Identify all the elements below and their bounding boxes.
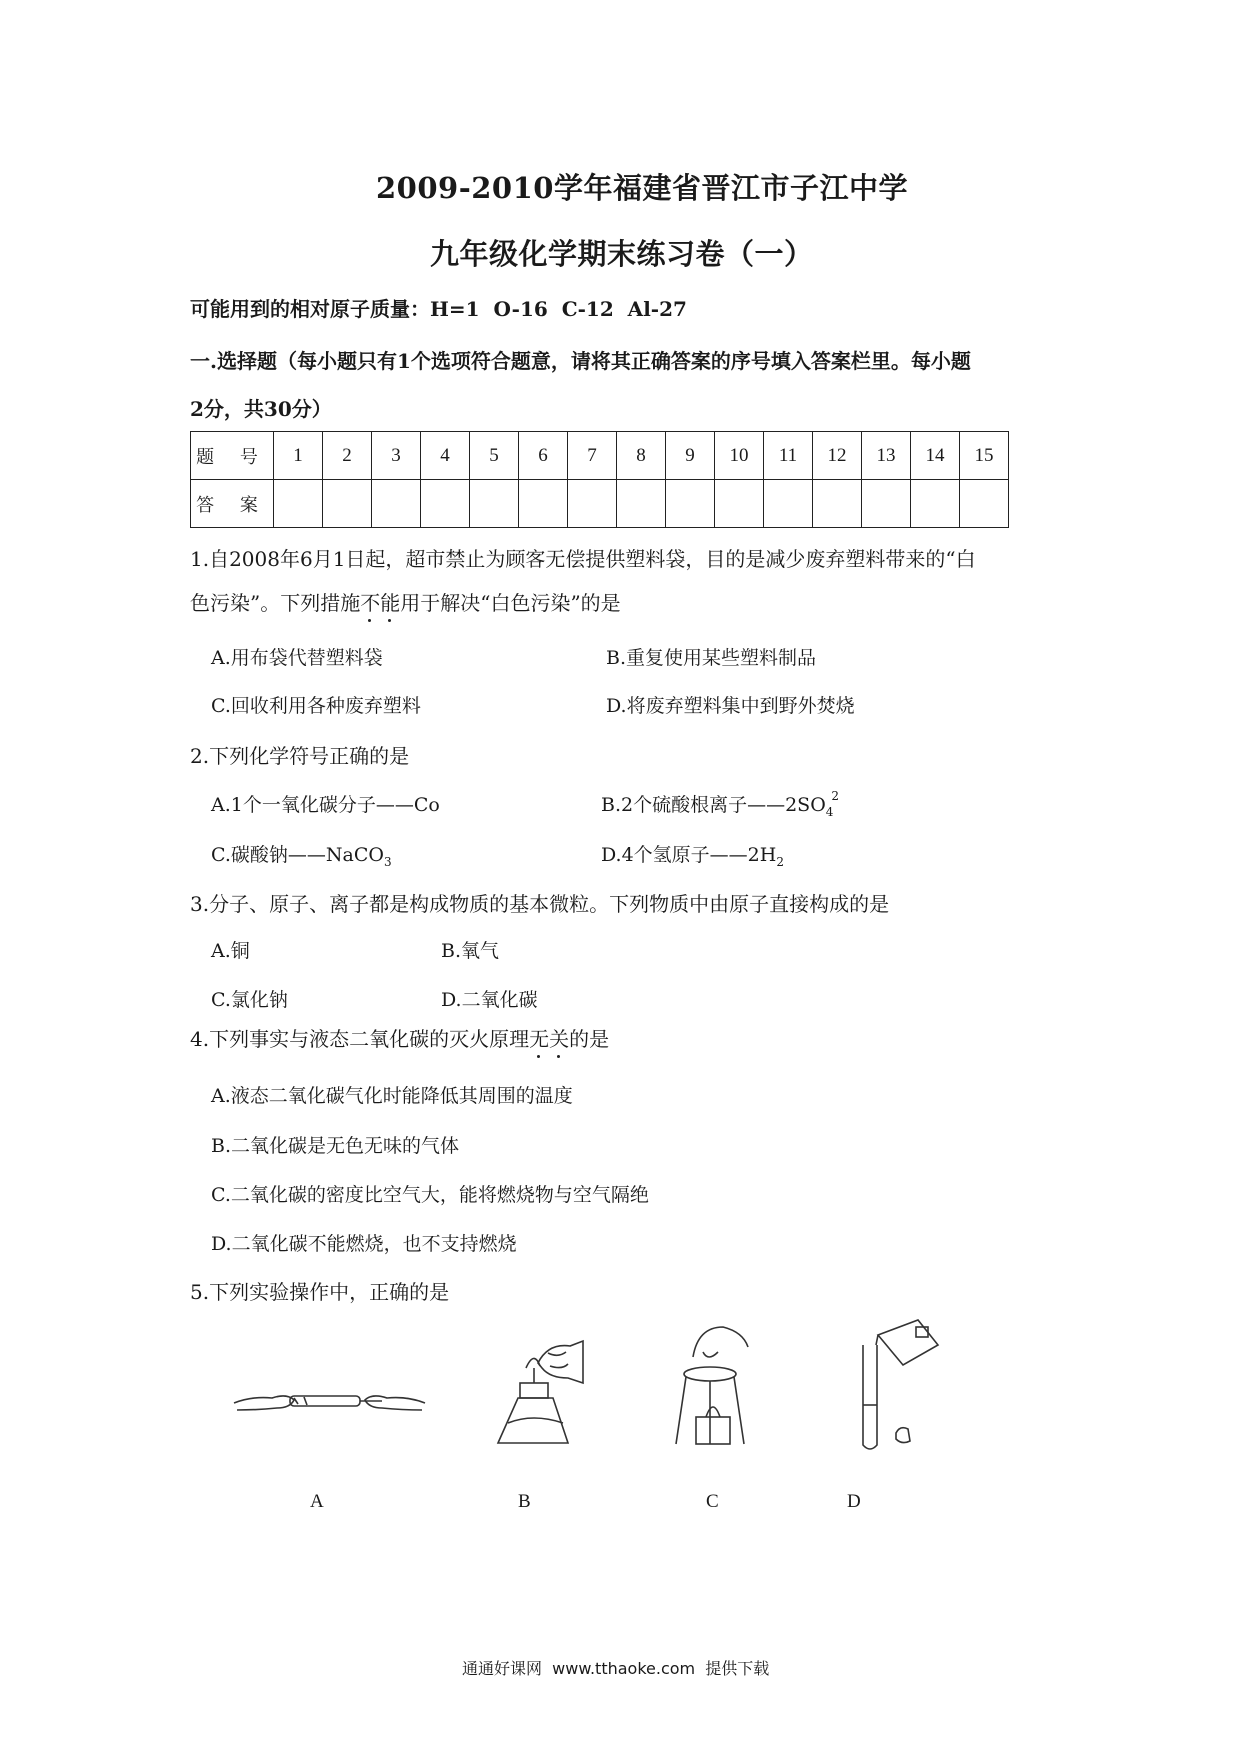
q4-option-a: A.液态二氧化碳气化时能降低其周围的温度 [211, 1085, 573, 1107]
question-number: 12 [813, 432, 862, 480]
q3-option-c: C.氯化钠 [211, 989, 288, 1011]
question-number: 5 [470, 432, 519, 480]
answer-table [190, 431, 1009, 528]
section-heading-cont: 2分，共30分） [190, 397, 332, 421]
emphasis-word: 不能 [360, 591, 401, 615]
question-number: 10 [715, 432, 764, 480]
emphasis-text [529, 1027, 569, 1051]
q1-option-d: D.将废弃塑料集中到野外焚烧 [606, 695, 855, 717]
stem-text: 用于解决“白色污染”的是 [400, 591, 621, 615]
answer-cell[interactable] [372, 480, 421, 528]
question-number: 9 [666, 432, 715, 480]
question-3-stem: 3.分子、原子、离子都是构成物质的基本微粒。下列物质中由原子直接构成的是 [190, 892, 890, 916]
atomic-masses: 可能用到的相对原子质量：H=1 O-16 C-12 Al-27 [190, 297, 687, 321]
question-number: 4 [421, 432, 470, 480]
question-number: 1 [274, 432, 323, 480]
figure-c-tripod-heating-illustration [668, 1322, 758, 1447]
subscript: 3 [383, 854, 392, 869]
question-number-row [191, 432, 1009, 480]
q3-option-a: A.铜 [211, 940, 250, 962]
subscript: 4 [825, 804, 834, 819]
q2-option-c [211, 840, 392, 869]
row-label-number: 题 号 [191, 432, 274, 480]
q1-option-b: B.重复使用某些塑料制品 [606, 647, 817, 669]
q3-option-d: D.二氧化碳 [441, 989, 538, 1011]
answer-cell[interactable] [666, 480, 715, 528]
figure-b-alcohol-lamp-illustration [478, 1338, 588, 1448]
figure-label-b: B [518, 1491, 531, 1512]
question-5-stem: 5.下列实验操作中，正确的是 [190, 1280, 450, 1304]
answer-cell[interactable] [813, 480, 862, 528]
question-number: 3 [372, 432, 421, 480]
answer-cell[interactable] [421, 480, 470, 528]
answer-cell[interactable] [617, 480, 666, 528]
answer-cell[interactable] [764, 480, 813, 528]
row-label-answer: 答 案 [191, 480, 274, 528]
option-text: B.2个硫酸根离子——2SO [601, 794, 826, 816]
question-4-stem [190, 1023, 609, 1052]
question-number: 8 [617, 432, 666, 480]
question-number: 2 [323, 432, 372, 480]
q4-option-c: C.二氧化碳的密度比空气大，能将燃烧物与空气隔绝 [211, 1184, 649, 1206]
section-heading: 一.选择题（每小题只有1个选项符合题意，请将其正确答案的序号填入答案栏里。每小题 [190, 349, 971, 373]
figure-a-test-tube-illustration [232, 1368, 427, 1428]
answer-cell[interactable] [960, 480, 1009, 528]
question-number: 13 [862, 432, 911, 480]
q2-option-b [601, 790, 841, 819]
page-title: 2009-2010学年福建省晋江市子江中学 [376, 171, 908, 205]
answer-cell[interactable] [911, 480, 960, 528]
figure-label-a: A [310, 1491, 324, 1512]
question-number: 14 [911, 432, 960, 480]
answer-cell[interactable] [274, 480, 323, 528]
subscript: 2 [776, 854, 784, 869]
q4-option-d: D.二氧化碳不能燃烧，也不支持燃烧 [211, 1233, 517, 1255]
stem-text: 色污染”。下列措施 [190, 591, 361, 615]
stem-text: 的是 [569, 1027, 610, 1051]
stem-text: 4.下列事实与液态二氧化碳的灭火原理 [190, 1027, 530, 1051]
figure-label-c: C [706, 1491, 719, 1512]
question-number: 7 [568, 432, 617, 480]
q4-option-b: B.二氧化碳是无色无味的气体 [211, 1135, 460, 1157]
question-2-stem: 2.下列化学符号正确的是 [190, 744, 410, 768]
question-number: 15 [960, 432, 1009, 480]
question-number: 6 [519, 432, 568, 480]
question-1-stem: 1.自2008年6月1日起，超市禁止为顾客无偿提供塑料袋，目的是减少废弃塑料带来的“白 [190, 547, 976, 571]
option-text: C.碳酸钠——NaCO [211, 844, 384, 866]
q2-option-d [601, 840, 784, 869]
page-subtitle: 九年级化学期末练习卷（一） [430, 237, 814, 271]
answer-cell[interactable] [519, 480, 568, 528]
q2-option-a: A.1个一氧化碳分子——Co [211, 794, 440, 816]
question-1-stem-cont [190, 587, 621, 616]
q1-option-a: A.用布袋代替塑料袋 [211, 647, 383, 669]
answer-cell[interactable] [715, 480, 764, 528]
q3-option-b: B.氧气 [441, 940, 500, 962]
superscript: 2 [831, 788, 840, 803]
figure-label-d: D [847, 1491, 861, 1512]
option-text: D.4个氢原子——2H [601, 844, 777, 866]
answer-row [191, 480, 1009, 528]
emphasis-text [360, 591, 400, 615]
page-footer: 通通好课网 www.tthaoke.com 提供下载 [462, 1659, 770, 1678]
answer-cell[interactable] [323, 480, 372, 528]
answer-cell[interactable] [470, 480, 519, 528]
q1-option-c: C.回收利用各种废弃塑料 [211, 695, 421, 717]
figure-d-pouring-liquid-illustration [838, 1315, 948, 1455]
emphasis-word: 无关 [529, 1027, 570, 1051]
answer-cell[interactable] [568, 480, 617, 528]
question-number: 11 [764, 432, 813, 480]
answer-cell[interactable] [862, 480, 911, 528]
